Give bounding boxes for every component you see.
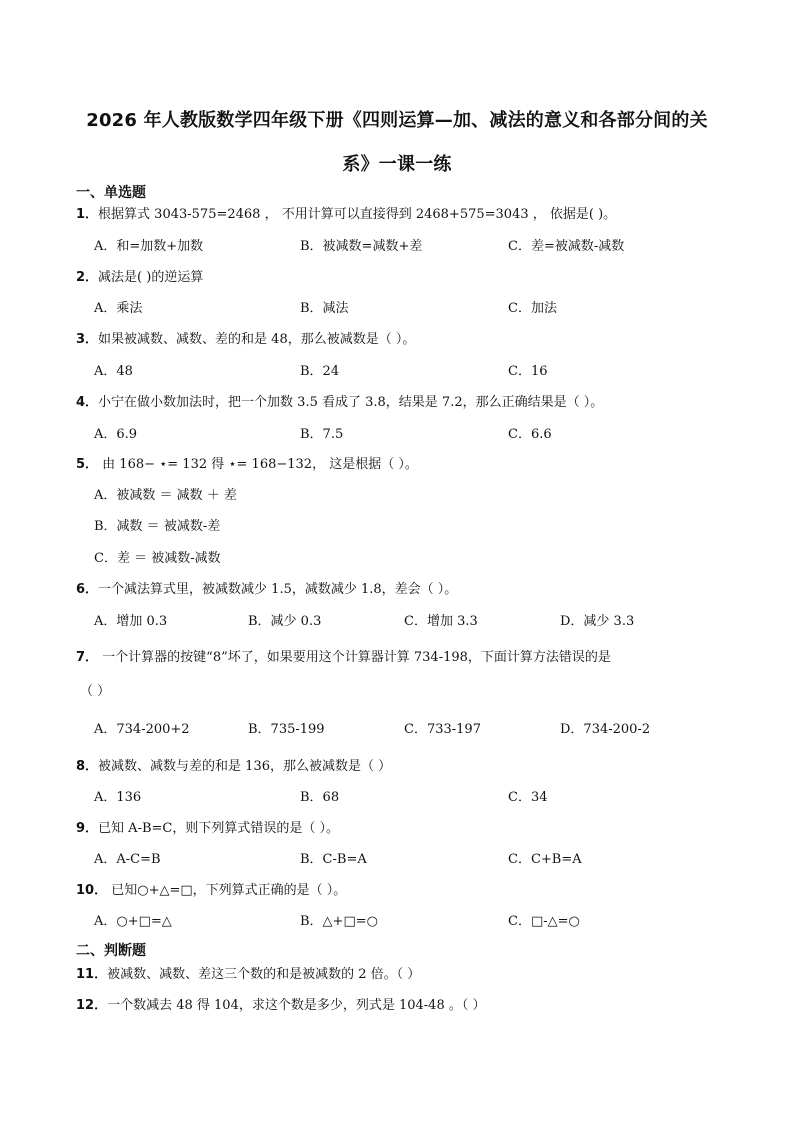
q7-answer-blank[interactable]: （ ） — [80, 684, 111, 699]
question-4 — [76, 394, 603, 412]
question-number: 1． — [76, 207, 99, 222]
question-1 — [76, 206, 616, 224]
q3-option-b[interactable]: B．24 — [300, 364, 340, 379]
q7-option-c[interactable]: C．733-197 — [404, 722, 481, 737]
q2-option-b[interactable]: B．减法 — [300, 301, 349, 316]
question-number: 9． — [76, 821, 99, 836]
q4-option-b[interactable]: B．7.5 — [300, 427, 344, 442]
section-heading-single-choice: 一、单选题 — [76, 185, 146, 201]
q9-option-b[interactable]: B．C-B=A — [300, 852, 367, 867]
q7-option-d[interactable]: D．734-200-2 — [560, 722, 651, 737]
q4-option-a[interactable]: A．6.9 — [94, 427, 138, 442]
question-text: 如果被减数、减数、差的和是 48，那么被减数是（ ）。 — [98, 332, 416, 347]
question-text: 小宁在做小数加法时，把一个加数 3.5 看成了 3.8，结果是 7.2，那么正确结果是（ ）。 — [98, 395, 604, 410]
q1-option-c[interactable]: C．差=被减数-减数 — [508, 239, 625, 254]
question-5 — [76, 456, 418, 474]
q5-option-b[interactable]: B．减数 ＝ 被减数-差 — [94, 519, 221, 534]
q7-option-b[interactable]: B．735-199 — [248, 722, 325, 737]
question-2 — [76, 269, 203, 287]
q3-option-a[interactable]: A．48 — [94, 364, 133, 379]
question-9 — [76, 820, 339, 838]
question-text: 一个计算器的按键“8”坏了，如果要用这个计算器计算 734-198，下面计算方法错误的是 — [98, 650, 611, 665]
q10-option-c[interactable]: C．□-△=○ — [508, 914, 580, 929]
q6-option-c[interactable]: C．增加 3.3 — [404, 614, 478, 629]
q10-option-a[interactable]: A．○+□=△ — [94, 914, 172, 929]
q8-option-c[interactable]: C．34 — [508, 790, 548, 805]
question-12 — [76, 997, 486, 1015]
question-number: 4． — [76, 395, 99, 410]
question-text: 一个数减去 48 得 104，求这个数是多少，列式是 104-48 。（ ） — [107, 998, 486, 1013]
page-title-line-1: 2026 年人教版数学四年级下册《四则运算—加、减法的意义和各部分间的关 — [86, 110, 708, 131]
question-number: 7． — [76, 650, 99, 665]
q9-option-a[interactable]: A．A-C=B — [94, 852, 161, 867]
question-number: 5． — [76, 457, 99, 472]
question-number: 10． — [76, 883, 108, 898]
q1-option-a[interactable]: A．和=加数+加数 — [94, 239, 204, 254]
q2-option-a[interactable]: A．乘法 — [94, 301, 143, 316]
question-number: 11． — [76, 967, 108, 982]
q8-option-a[interactable]: A．136 — [94, 790, 142, 805]
question-text: 已知○+△=□，下列算式正确的是（ ）。 — [107, 883, 347, 898]
q9-option-c[interactable]: C．C+B=A — [508, 852, 582, 867]
section-heading-true-false: 二、判断题 — [76, 943, 146, 959]
question-text: 被减数、减数、差这三个数的和是被减数的 2 倍。（ ） — [107, 967, 421, 982]
question-number: 2． — [76, 270, 99, 285]
question-3 — [76, 331, 415, 349]
question-text: 一个减法算式里，被减数减少 1.5，减数减少 1.8，差会（ ）。 — [98, 582, 458, 597]
q6-option-b[interactable]: B．减少 0.3 — [248, 614, 322, 629]
question-text: 根据算式 3043-575=2468 ， 不用计算可以直接得到 2468+575=3043 ， 依据是( )。 — [98, 207, 617, 222]
question-text: 被减数、减数与差的和是 136，那么被减数是（ ） — [98, 759, 392, 774]
question-number: 12． — [76, 998, 108, 1013]
question-text: 由 168− ⋆= 132 得 ⋆= 168−132， 这是根据（ ）。 — [98, 457, 418, 472]
page-title-line-2: 系》一课一练 — [342, 154, 452, 175]
q8-option-b[interactable]: B．68 — [300, 790, 340, 805]
q1-option-b[interactable]: B．被减数=减数+差 — [300, 239, 423, 254]
question-8 — [76, 758, 391, 776]
q5-option-a[interactable]: A．被减数 ＝ 减数 ＋ 差 — [94, 488, 237, 503]
question-text: 已知 A-B=C，则下列算式错误的是（ ）。 — [98, 821, 339, 836]
q10-option-b[interactable]: B．△+□=○ — [300, 914, 378, 929]
q6-option-a[interactable]: A．增加 0.3 — [94, 614, 168, 629]
question-number: 3． — [76, 332, 99, 347]
question-7 — [76, 649, 611, 667]
question-number: 6． — [76, 582, 99, 597]
q7-option-a[interactable]: A．734-200+2 — [94, 722, 190, 737]
question-6 — [76, 581, 457, 599]
q5-option-c[interactable]: C．差 ＝ 被减数-减数 — [94, 551, 221, 566]
question-number: 8． — [76, 759, 99, 774]
question-11 — [76, 966, 420, 984]
q6-option-d[interactable]: D．减少 3.3 — [560, 614, 635, 629]
q3-option-c[interactable]: C．16 — [508, 364, 548, 379]
question-text: 减法是( )的逆运算 — [98, 270, 204, 285]
question-10 — [76, 882, 346, 900]
q2-option-c[interactable]: C．加法 — [508, 301, 557, 316]
q4-option-c[interactable]: C．6.6 — [508, 427, 552, 442]
